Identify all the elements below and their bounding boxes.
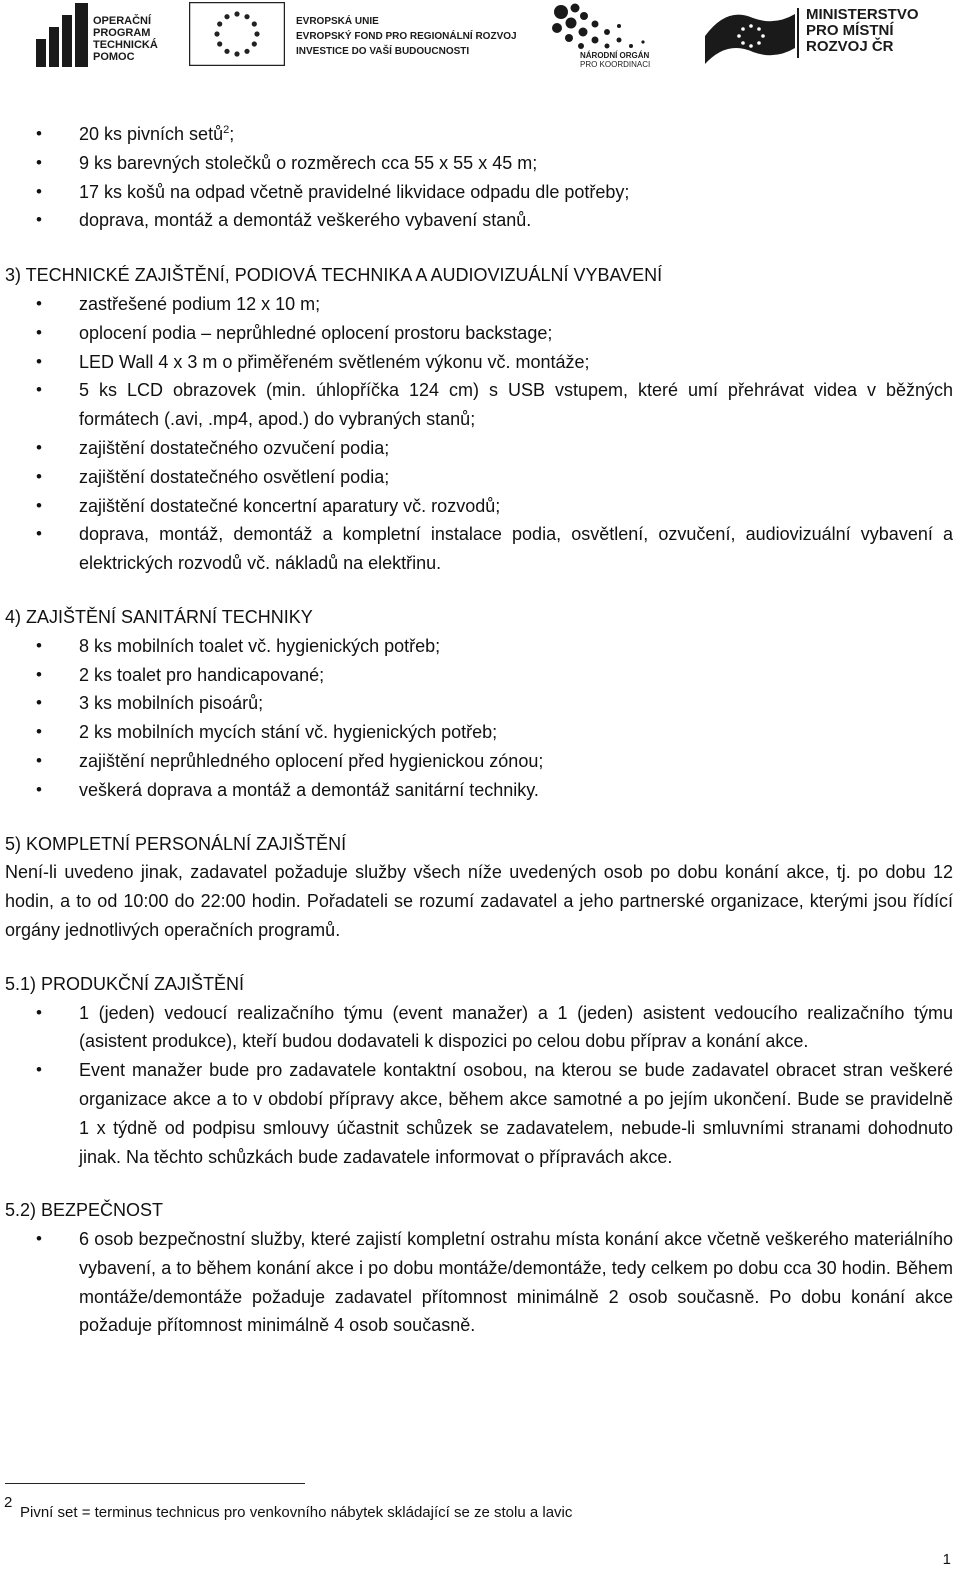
op-logo-line: POMOC — [93, 51, 135, 63]
list-item: • LED Wall 4 x 3 m o přiměřeném světleném výkonu vč. montáže; — [5, 348, 953, 377]
security-list — [5, 1225, 953, 1340]
eu-logo-text — [296, 14, 517, 59]
list-item: • zajištění dostatečného ozvučení podia; — [5, 434, 953, 463]
logo-bar — [0, 0, 960, 72]
list-item: • 6 osob bezpečnostní služby, které zajistí kompletní ostrahu místa konání akce včetně veškerého materiálního vybavení, a to během konání akce i po dobu montáže/demontáže, tedy celkem po dobu cca 30 hodin. Během montáže/demontáže požaduje zadavatel přítomnost minimálně 2 osob současně. Po dobu konání akce požaduje přítomnost minimálně 4 osob současně. — [5, 1225, 953, 1340]
list-item: • zastřešené podium 12 x 10 m; — [5, 290, 953, 319]
production-list — [5, 999, 953, 1172]
eu-logo-line: INVESTICE DO VAŠÍ BUDOUCNOSTI — [296, 46, 470, 57]
eu-flag-icon — [189, 2, 285, 66]
section-heading-5-1: 5.1) PRODUKČNÍ ZAJIŠTĚNÍ — [5, 973, 245, 994]
list-item: • Event manažer bude pro zadavatele kontaktní osobou, na kterou se bude zadavatel obracet stran veškeré organizace akce a to v období přípravy akce, během akce samotné a po jejím ukončení. Bude se pravidelně 1 x týdně od podpisu smlouvy účastnit schůzek se zadavatelem, nebude-li smluvními stranami dohodnuto jinak. Na těchto schůzkách bude zadavatele informovat o přípravách akce. — [5, 1056, 953, 1171]
list-item: • zajištění dostatečné koncertní aparatury vč. rozvodů; — [5, 492, 953, 521]
section-heading-4: 4) ZAJIŠTĚNÍ SANITÁRNÍ TECHNIKY — [5, 606, 313, 627]
page-number: 1 — [942, 1551, 951, 1568]
op-tp-logo — [36, 3, 90, 72]
nok-logo-line: NÁRODNÍ ORGÁN — [580, 51, 650, 60]
list-item: • doprava, montáž, demontáž a kompletní instalace podia, osvětlení, ozvučení, audiovizuální vybavení a elektrických rozvodů vč. nákladů na elektřinu. — [5, 520, 953, 578]
list-item: • 8 ks mobilních toalet vč. hygienických potřeb; — [5, 632, 953, 661]
section-heading-3: 3) TECHNICKÉ ZAJIŠTĚNÍ, PODIOVÁ TECHNIKA A AUDIOVIZUÁLNÍ VYBAVENÍ — [5, 265, 663, 286]
list-item: • 1 (jeden) vedoucí realizačního týmu (event manažer) a 1 (jeden) asistent vedoucího realizačního týmu (asistent produkce), kteří budou dodavateli k dispozici po celou dobu příprav a konání akce. — [5, 999, 953, 1057]
mmr-logo-line: PRO MÍSTNÍ — [806, 22, 894, 39]
mmr-emblem-icon — [705, 8, 795, 64]
mmr-logo-line: MINISTERSTVO — [806, 6, 919, 23]
list-item-text: ; — [229, 124, 235, 144]
footnote-text: Pivní set = terminus technicus pro venkovního nábytek skládající se ze stolu a lavic — [20, 1504, 573, 1521]
list-item: • oplocení podia – neprůhledné oplocení prostoru backstage; — [5, 319, 953, 348]
list-item — [5, 178, 953, 207]
nok-logo-text — [580, 51, 650, 69]
list-item — [5, 206, 953, 235]
eu-logo-line: EVROPSKÝ FOND PRO REGIONÁLNÍ ROZVOJ — [296, 31, 517, 42]
nok-logo-line: PRO KOORDINACI — [580, 60, 651, 69]
eu-flag-logo — [189, 2, 285, 71]
mmr-logo — [705, 8, 795, 69]
list-item: • veškerá doprava a montáž a demontáž sanitární techniky. — [5, 776, 953, 805]
footnote-ref: 2 — [223, 124, 230, 136]
list-item — [5, 120, 953, 149]
footnote-number: 2 — [4, 1494, 13, 1511]
list-item: • 2 ks toalet pro handicapované; — [5, 661, 953, 690]
footnote-divider — [5, 1483, 305, 1484]
op-logo-line: PROGRAM — [93, 27, 151, 39]
eu-logo-line: EVROPSKÁ UNIE — [296, 16, 379, 27]
equipment-list — [5, 120, 953, 235]
list-item-text: 20 ks pivních setů — [79, 124, 224, 144]
op-logo-line: TECHNICKÁ — [93, 39, 158, 51]
list-item-text: doprava, montáž a demontáž veškerého vybavení stanů. — [79, 210, 532, 231]
mmr-divider — [797, 8, 799, 58]
list-item: • zajištění dostatečného osvětlení podia; — [5, 463, 953, 492]
sanitary-list — [5, 632, 953, 805]
section-heading-5-2: 5.2) BEZPEČNOST — [5, 1200, 164, 1221]
list-item-text: 17 ks košů na odpad včetně pravidelné likvidace odpadu dle potřeby; — [79, 181, 630, 202]
mmr-logo-line: ROZVOJ ČR — [806, 38, 894, 55]
list-item-text: 9 ks barevných stolečků o rozměrech cca 55 x 55 x 45 m; — [79, 152, 538, 173]
section-5-paragraph: Není-li uvedeno jinak, zadavatel požaduje služby všech níže uvedených osob po dobu konání akce, tj. po dobu 12 hodin, a to od 10:00 do 22:00 hodin. Pořadateli se rozumí zadavatel a jeho partnerské organizace, kterými jsou řídící orgány jednotlivých operačních programů. — [5, 862, 953, 940]
nok-logo — [549, 2, 659, 57]
section-heading-5: 5) KOMPLETNÍ PERSONÁLNÍ ZAJIŠTĚNÍ — [5, 833, 347, 854]
nok-dots-icon — [549, 2, 659, 52]
document-body — [5, 120, 953, 1340]
mmr-logo-text — [806, 7, 919, 55]
op-logo-line: OPERAČNÍ — [93, 15, 152, 27]
list-item: • zajištění neprůhledného oplocení před hygienickou zónou; — [5, 747, 953, 776]
op-tp-bars-icon — [36, 3, 90, 67]
list-item — [5, 149, 953, 178]
list-item: • 2 ks mobilních mycích stání vč. hygienických potřeb; — [5, 718, 953, 747]
op-tp-logo-text — [93, 15, 158, 63]
list-item: • 3 ks mobilních pisoárů; — [5, 689, 953, 718]
list-item: • 5 ks LCD obrazovek (min. úhlopříčka 124 cm) s USB vstupem, které umí přehrávat videa v běžných formátech (.avi, .mp4, apod.) do vybraných stanů; — [5, 376, 953, 434]
technical-list — [5, 290, 953, 578]
